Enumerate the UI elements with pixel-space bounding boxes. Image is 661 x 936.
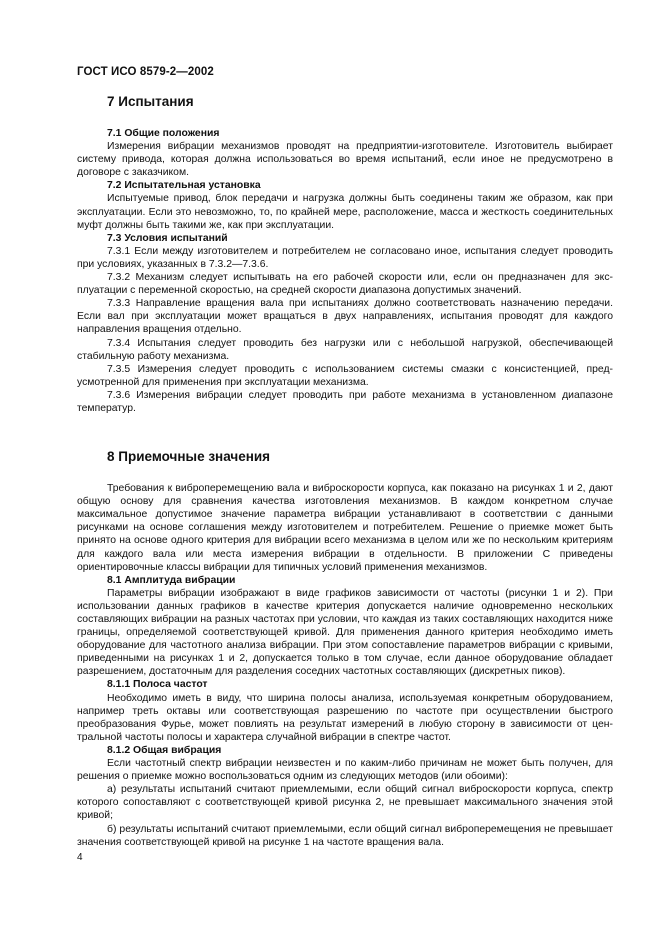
subsection-8-1-title: 8.1 Амплитуда вибрации (107, 574, 236, 586)
clause-8-1-1-text: Необходимо иметь в виду, что ширина полосы анализа, используемая конкретным оборудованием, например треть октавы или соответствующая разрешению по частоте при осуществлении быстрого преобразования Фурье, может повлиять на результат измерений в любую сторону в зависимости от центральной частоты полосы и характера случайной вибрации в спектре частот. (77, 692, 613, 743)
clause-7-3-2: 7.3.2 Механизм следует испытывать на его рабочей скорости или, если он предназначен для эксплуатации с переменной скоростью, на средней скорости диапазона допустимых значений. (77, 272, 613, 297)
clause-8-1-1-title: 8.1.1 Полоса частот (107, 679, 208, 691)
page-number: 4 (77, 852, 83, 863)
clause-8-1-2-text: Если частотный спектр вибрации неизвестен и по каким-либо причинам не может быть получен, для решения о приемке можно воспользоваться одним из следующих методов (или обоими): (77, 758, 613, 783)
clause-7-3-4: 7.3.4 Испытания следует проводить без нагрузки или с небольшой нагрузкой, обеспечивающей стабильную работу механизма. (77, 337, 613, 362)
subsection-7-1-text (77, 140, 613, 179)
subsection-8-1-text: Параметры вибрации изображают в виде графиков зависимости от частоты (рисунки 1 и 2). При использовании данных графиков в качестве критерия допускается наличие одновременно нескольких составляющих вибрации на разных частотах при условии, что каждая из таких составляющих находится ниже границы, определяемой соответствующей кривой. Для применения данного критерия необходимо иметь оборудование для частотного анализа вибрации. При этом сопоставление параметров вибрации с кривыми, приведенными на рисунках 1 и 2, допускается только в том случае, если данное оборудование обладает разрешением, достаточным для разделения соседних частотных составляющих (дискретных пиков). (77, 587, 613, 678)
clause-7-3-6: 7.3.6 Измерения вибрации следует проводить при работе механизма в установленном диапазоне температур. (77, 389, 613, 414)
subsection-7-1-title: 7.1 Общие положения (107, 128, 220, 139)
subsection-7-3-title: 7.3 Условия испытаний (107, 232, 228, 244)
subsection-7-1-paragraph: Измерения вибрации механизмов проводят на предприятии-изготовителе. Изготовитель выбирает систему привода, которая должна использоваться во время испытаний, если иное не предусмотрено в договоре с заказчиком. (77, 141, 613, 179)
subsection-7-2-text: Испытуемые привод, блок передачи и нагрузка должны быть соединены таким же образом, как при эксплуатации. Если это невозможно, то, по крайней мере, расположение, масса и жесткость соединительных муфт должны быть такими же, как при эксплуатации. (77, 193, 613, 231)
document-body (77, 92, 613, 849)
clause-7-3-1: 7.3.1 Если между изготовителем и потребителем не согласовано иное, испытания следует проводить при условиях, указанных в 7.3.2—7.3.6. (77, 245, 613, 270)
list-item-a: а) результаты испытаний считают приемлемыми, если общий сигнал виброскорости корпуса, спектр которого сопоставляют с соответствующей кривой рисунка 2, не превышает максимального значения этой кривой; (77, 784, 613, 822)
clause-8-1-2-title: 8.1.2 Общая вибрация (107, 744, 222, 756)
clause-7-3-5: 7.3.5 Измерения следует проводить с использованием системы смазки с консистенцией, предусмотренной для применения при эксплуатации механизма. (77, 363, 613, 388)
list-item-b: б) результаты испытаний считают приемлемыми, если общий сигнал виброперемещения не превышает значения соответствующей кривой на рисунке 1 на частоте вращения вала. (77, 823, 613, 848)
subsection-7-2-title: 7.2 Испытательная установка (107, 180, 261, 192)
clause-7-3-3: 7.3.3 Направление вращения вала при испытаниях должно соответствовать назначению передачи. Если вал при эксплуатации может вращаться в двух направлениях, испытания проводят для каждого направления вращения отдельно. (77, 298, 613, 336)
section-7-title: 7 Испытания (107, 94, 194, 109)
section-8-intro: Требования к виброперемещению вала и виброскорости корпуса, как показано на рисунках 1 и 2, дают общую основу для сравнения качества изготовления механизмов. В каждом конкретном случае максимальное допустимое значение параметра вибрации устанавливают в соответствии с данными рисунками на основе соглашения между изготовителем и потребителем. Решение о приемке может быть принято на основе одного критерия для вибрации всего механизма в целом или же по нескольким критериям для каждого вала или места измерения вибрации в отдельности. В приложении С приведены ориентировочные классы вибрации для типичных условий применения механизмов. (77, 483, 613, 573)
standard-header: ГОСТ ИСО 8579-2—2002 (77, 66, 214, 78)
section-8-title: 8 Приемочные значения (107, 449, 271, 465)
